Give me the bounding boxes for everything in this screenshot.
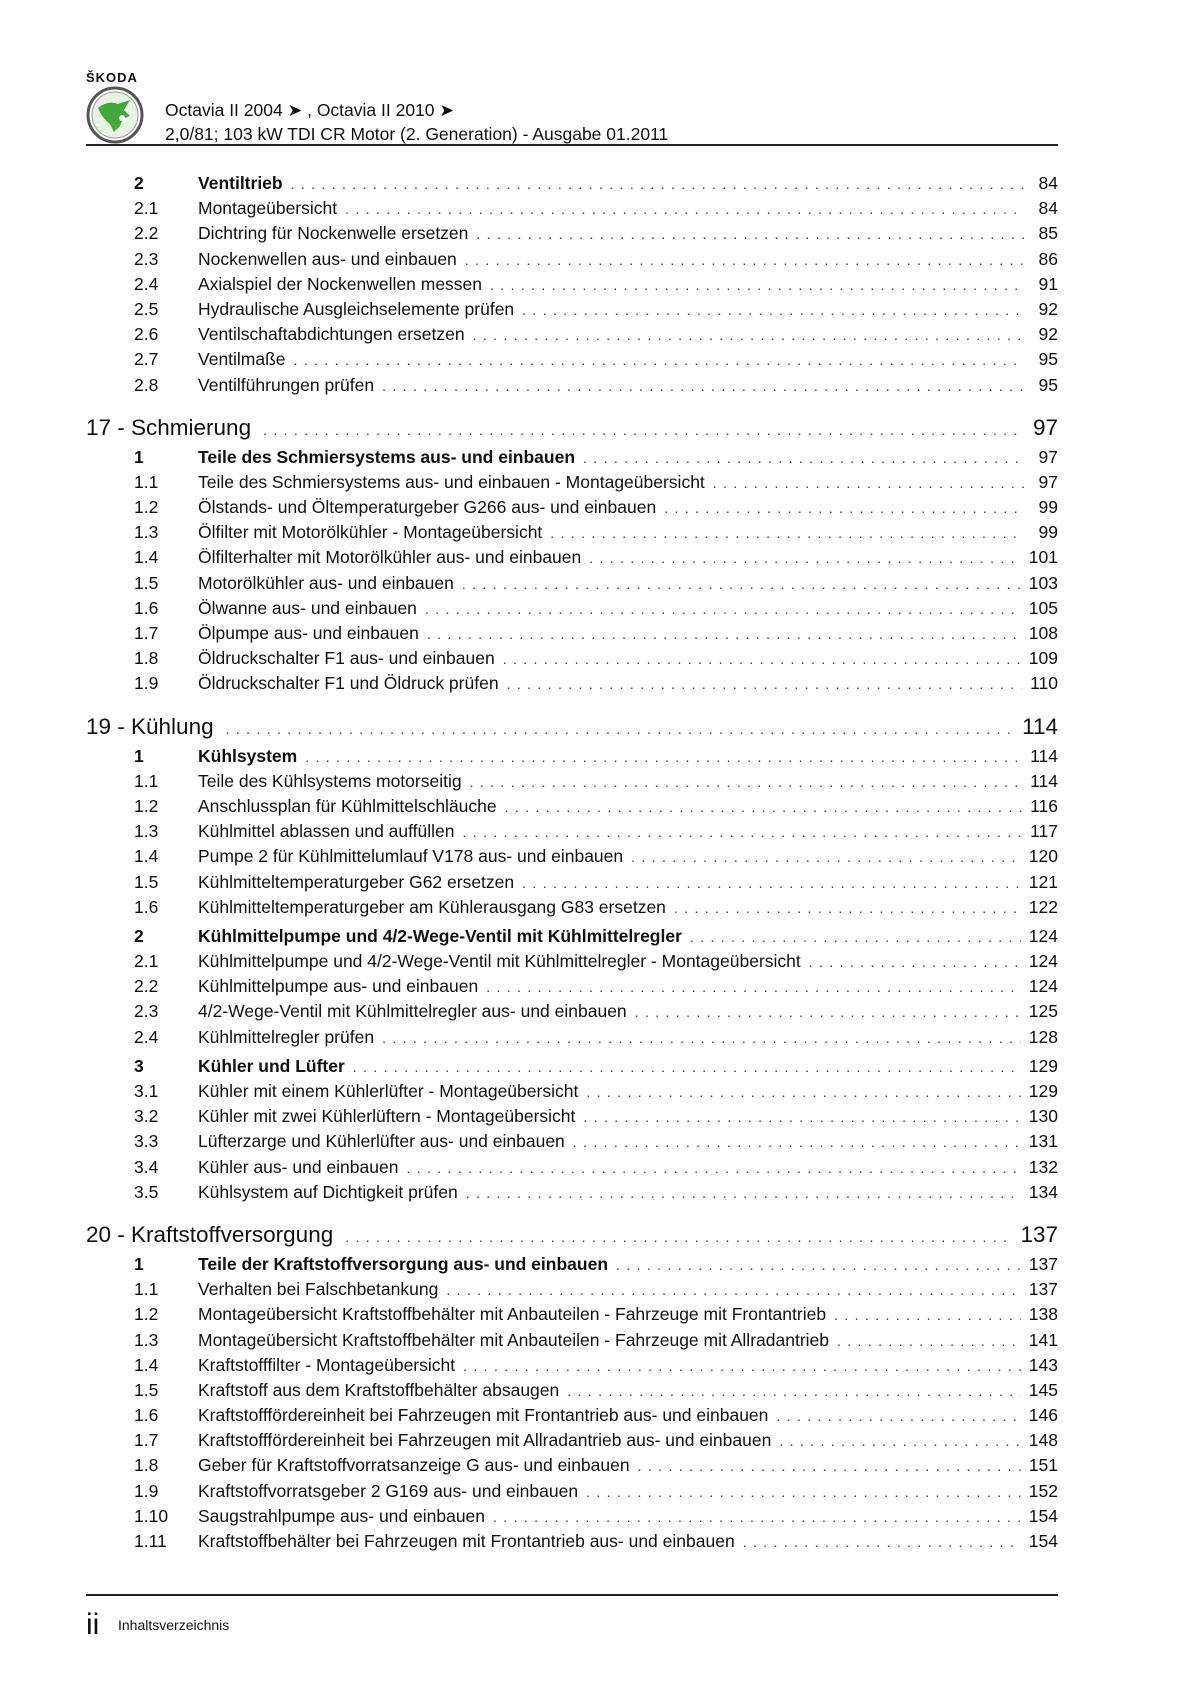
dot-leader bbox=[505, 799, 1022, 815]
entry-number: 1.7 bbox=[134, 1430, 159, 1451]
toc-entry[interactable] bbox=[86, 1027, 1058, 1052]
entry-page: 122 bbox=[1028, 896, 1058, 917]
toc-entry[interactable] bbox=[86, 926, 1058, 951]
entry-title: Ölfilter mit Motorölkühler - Montageübersicht bbox=[198, 522, 543, 543]
entry-title: Öldruckschalter F1 aus- und einbauen bbox=[198, 648, 495, 669]
entry-title: Ventilmaße bbox=[198, 349, 286, 370]
footer-label: Inhaltsverzeichnis bbox=[118, 1617, 230, 1633]
dot-leader bbox=[294, 352, 1024, 368]
dot-leader bbox=[713, 475, 1024, 491]
entry-number: 1.1 bbox=[134, 471, 159, 492]
entry-title: Teile des Schmiersystems aus- und einbauen - Montageübersicht bbox=[198, 471, 705, 492]
entry-page: 97 bbox=[1032, 414, 1058, 440]
entry-page: 128 bbox=[1028, 1026, 1058, 1047]
entry-number: 3.2 bbox=[134, 1106, 159, 1127]
entry-number: 1.9 bbox=[134, 1480, 159, 1501]
entry-number: 2.5 bbox=[134, 298, 159, 319]
entry-page: 137 bbox=[1028, 1279, 1058, 1300]
entry-title: Geber für Kraftstoffvorratsanzeige G aus- und einbauen bbox=[198, 1455, 630, 1476]
entry-title: Kühler aus- und einbauen bbox=[198, 1156, 399, 1177]
entry-title: Nockenwellen aus- und einbauen bbox=[198, 248, 457, 269]
dot-leader bbox=[406, 1160, 1020, 1176]
entry-page: 99 bbox=[1038, 522, 1058, 543]
toc-entry[interactable] bbox=[86, 1531, 1058, 1556]
entry-title: Kraftstofffördereinheit bei Fahrzeugen mit Frontantrieb aus- und einbauen bbox=[198, 1405, 769, 1426]
dot-leader bbox=[476, 226, 1024, 242]
toc-entry[interactable] bbox=[86, 349, 1058, 374]
toc-entry[interactable] bbox=[86, 1081, 1058, 1106]
toc-chapter[interactable] bbox=[86, 714, 1058, 746]
dot-leader bbox=[635, 1004, 1021, 1020]
entry-title: Kühler mit einem Kühlerlüfter - Montageübersicht bbox=[198, 1081, 579, 1101]
entry-page: 132 bbox=[1028, 1156, 1058, 1177]
dot-leader bbox=[573, 1134, 1021, 1150]
entry-title: Kühlmitteltemperaturgeber am Kühlerausgang G83 ersetzen bbox=[198, 896, 666, 917]
toc-entry[interactable] bbox=[86, 746, 1058, 771]
entry-number: 1.6 bbox=[134, 896, 159, 917]
dot-leader bbox=[427, 626, 1021, 642]
entry-number: 1.3 bbox=[134, 821, 159, 842]
toc-entry[interactable] bbox=[86, 1380, 1058, 1405]
dot-leader bbox=[466, 1185, 1021, 1201]
entry-title: Motorölkühler aus- und einbauen bbox=[198, 572, 454, 593]
entry-page: 114 bbox=[1030, 770, 1058, 791]
toc-entry[interactable] bbox=[86, 951, 1058, 976]
entry-title: Lüfterzarge und Kühlerlüfter aus- und einbauen bbox=[198, 1131, 565, 1152]
toc-entry[interactable] bbox=[86, 872, 1058, 897]
dot-leader bbox=[493, 1509, 1021, 1525]
entry-page: 141 bbox=[1028, 1329, 1058, 1350]
toc-entry[interactable] bbox=[86, 299, 1058, 324]
entry-title: Ventilführungen prüfen bbox=[198, 374, 375, 395]
entry-page: 154 bbox=[1028, 1531, 1058, 1551]
entry-page: 95 bbox=[1038, 349, 1058, 370]
entry-page: 109 bbox=[1028, 648, 1058, 669]
toc-entry[interactable] bbox=[86, 821, 1058, 846]
entry-page: 108 bbox=[1028, 623, 1058, 643]
entry-title: Montageübersicht Kraftstoffbehälter mit Anbauteilen - Fahrzeuge mit Allradantrieb bbox=[198, 1329, 829, 1350]
toc-entry[interactable] bbox=[86, 249, 1058, 274]
entry-number: 1.10 bbox=[134, 1505, 169, 1526]
entry-title: Teile des Schmiersystems aus- und einbauen bbox=[198, 446, 576, 467]
entry-page: 95 bbox=[1038, 374, 1058, 395]
entry-number: 3.1 bbox=[134, 1081, 159, 1101]
entry-number: 1.4 bbox=[134, 846, 159, 867]
entry-page: 103 bbox=[1028, 572, 1058, 593]
entry-title: Verhalten bei Falschbetankung bbox=[198, 1279, 439, 1300]
dot-leader bbox=[382, 1030, 1021, 1046]
toc-entry[interactable] bbox=[86, 1157, 1058, 1182]
toc-entry[interactable] bbox=[86, 1355, 1058, 1380]
toc-entry[interactable] bbox=[86, 1455, 1058, 1480]
dot-leader bbox=[674, 900, 1021, 916]
entry-title: Teile des Kühlsystems motorseitig bbox=[198, 770, 462, 791]
entry-page: 129 bbox=[1028, 1055, 1058, 1076]
entry-number: 1.4 bbox=[134, 547, 159, 568]
brand-wordmark: ŠKODA bbox=[86, 70, 138, 85]
dot-leader bbox=[837, 1333, 1021, 1349]
toc-entry[interactable] bbox=[86, 1182, 1058, 1207]
entry-title: Kraftstofffilter - Montageübersicht bbox=[198, 1354, 456, 1375]
header-engine: 2,0/81; 103 kW TDI CR Motor (2. Generation) - Ausgabe 01.2011 bbox=[165, 124, 669, 144]
dot-leader bbox=[486, 979, 1021, 995]
entry-title: Anschlussplan für Kühlmittelschläuche bbox=[198, 795, 497, 816]
entry-page: 137 bbox=[1028, 1253, 1058, 1274]
entry-title: Ölwanne aus- und einbauen bbox=[198, 597, 417, 618]
entry-number: 2.1 bbox=[134, 198, 159, 219]
entry-page: 137 bbox=[1020, 1221, 1058, 1247]
entry-title: Saugstrahlpumpe aus- und einbauen bbox=[198, 1505, 486, 1526]
dot-leader bbox=[291, 176, 1024, 192]
toc-entry[interactable] bbox=[86, 598, 1058, 623]
toc-entry[interactable] bbox=[86, 547, 1058, 572]
header-divider bbox=[86, 144, 1058, 146]
toc-chapter[interactable] bbox=[86, 415, 1058, 447]
dot-leader bbox=[690, 929, 1021, 945]
entry-title: Kühlmittelpumpe und 4/2-Wege-Ventil mit Kühlmittelregler bbox=[198, 925, 682, 946]
entry-number: 1.2 bbox=[134, 497, 159, 518]
entry-title: Kühlmittelpumpe und 4/2-Wege-Ventil mit Kühlmittelregler - Montageübersicht bbox=[198, 951, 801, 972]
dot-leader bbox=[503, 651, 1021, 667]
dot-leader bbox=[583, 450, 1024, 466]
entry-number: 1.8 bbox=[134, 1455, 159, 1476]
entry-page: 124 bbox=[1028, 976, 1058, 997]
toc-entry[interactable] bbox=[86, 796, 1058, 821]
entry-page: 92 bbox=[1038, 324, 1058, 345]
entry-page: 120 bbox=[1028, 846, 1058, 867]
entry-number: 3.4 bbox=[134, 1156, 159, 1177]
toc-entry[interactable] bbox=[86, 1279, 1058, 1304]
entry-page: 154 bbox=[1028, 1505, 1058, 1526]
toc-entry[interactable] bbox=[86, 1330, 1058, 1355]
entry-title: Kraftstoffvorratsgeber 2 G169 aus- und einbauen bbox=[198, 1480, 579, 1501]
entry-page: 114 bbox=[1030, 745, 1058, 766]
toc-entry[interactable] bbox=[86, 447, 1058, 472]
entry-number: 1.1 bbox=[134, 770, 159, 791]
toc-entry[interactable] bbox=[86, 1131, 1058, 1156]
entry-page: 84 bbox=[1038, 173, 1058, 193]
entry-title: Axialspiel der Nockenwellen messen bbox=[198, 273, 483, 294]
entry-number: 3.3 bbox=[134, 1131, 159, 1152]
dot-leader bbox=[462, 576, 1021, 592]
entry-page: 84 bbox=[1038, 198, 1058, 219]
entry-number: 1.5 bbox=[134, 871, 159, 892]
toc-entry[interactable] bbox=[86, 1506, 1058, 1531]
entry-page: 116 bbox=[1030, 795, 1058, 816]
entry-title: Kühler und Lüfter bbox=[198, 1055, 345, 1076]
entry-page: 148 bbox=[1028, 1430, 1058, 1451]
table-of-contents bbox=[86, 173, 1058, 1556]
entry-number: 2.7 bbox=[134, 349, 159, 370]
toc-entry[interactable] bbox=[86, 1481, 1058, 1506]
entry-number: 1 bbox=[134, 745, 144, 766]
toc-entry[interactable] bbox=[86, 497, 1058, 522]
entry-title: 4/2-Wege-Ventil mit Kühlmittelregler aus- und einbauen bbox=[198, 1001, 627, 1022]
dot-leader bbox=[586, 1484, 1021, 1500]
entry-page: 101 bbox=[1028, 547, 1058, 568]
entry-number: 1.7 bbox=[134, 623, 159, 643]
entry-number: 2.4 bbox=[134, 273, 159, 294]
dot-leader bbox=[507, 676, 1023, 692]
entry-number: 2.3 bbox=[134, 1001, 159, 1022]
dot-leader bbox=[382, 378, 1024, 394]
entry-title: Ventilschaftabdichtungen ersetzen bbox=[198, 324, 465, 345]
entry-title: Ölfilterhalter mit Motorölkühler aus- und einbauen bbox=[198, 547, 582, 568]
entry-title: Kraftstoff aus dem Kraftstoffbehälter absaugen bbox=[198, 1379, 560, 1400]
entry-page: 99 bbox=[1038, 497, 1058, 518]
entry-number: 1.6 bbox=[134, 597, 159, 618]
dot-leader bbox=[664, 500, 1024, 516]
entry-page: 131 bbox=[1028, 1131, 1058, 1152]
entry-title: Kühler mit zwei Kühlerlüftern - Montageübersicht bbox=[198, 1106, 576, 1127]
entry-number: 1 bbox=[134, 1253, 144, 1274]
dot-leader bbox=[463, 824, 1023, 840]
document-header bbox=[165, 98, 668, 146]
entry-title: Kühlmittel ablassen und auffüllen bbox=[198, 821, 455, 842]
toc-entry[interactable] bbox=[86, 522, 1058, 547]
toc-entry[interactable] bbox=[86, 173, 1058, 198]
dot-leader bbox=[446, 1282, 1020, 1298]
entry-title: Ventiltrieb bbox=[198, 173, 283, 193]
entry-page: 151 bbox=[1028, 1455, 1058, 1476]
entry-number: 3.5 bbox=[134, 1181, 159, 1202]
entry-number: 1.3 bbox=[134, 522, 159, 543]
toc-entry[interactable] bbox=[86, 1106, 1058, 1131]
toc-entry[interactable] bbox=[86, 846, 1058, 871]
entry-number: 1.2 bbox=[134, 1304, 159, 1325]
entry-title: Montageübersicht bbox=[198, 198, 338, 219]
dot-leader bbox=[226, 721, 1015, 737]
entry-title: Dichtring für Nockenwelle ersetzen bbox=[198, 223, 469, 244]
entry-page: 110 bbox=[1030, 673, 1058, 694]
entry-number: 1.11 bbox=[134, 1531, 167, 1551]
entry-number: 1.9 bbox=[134, 673, 159, 694]
entry-number: 3 bbox=[134, 1055, 144, 1076]
toc-entry[interactable] bbox=[86, 198, 1058, 223]
entry-number: 1.2 bbox=[134, 795, 159, 816]
entry-number: 1.4 bbox=[134, 1354, 159, 1375]
entry-page: 85 bbox=[1038, 223, 1058, 244]
dot-leader bbox=[743, 1534, 1021, 1550]
skoda-logo-icon bbox=[86, 86, 144, 144]
entry-number: 2.3 bbox=[134, 248, 159, 269]
entry-number: 2.8 bbox=[134, 374, 159, 395]
entry-number: 2.1 bbox=[134, 951, 159, 972]
entry-title: Kühlmitteltemperaturgeber G62 ersetzen bbox=[198, 871, 515, 892]
footer-divider bbox=[86, 1594, 1058, 1596]
toc-entry[interactable] bbox=[86, 1056, 1058, 1081]
toc-entry[interactable] bbox=[86, 1405, 1058, 1430]
entry-page: 130 bbox=[1028, 1106, 1058, 1127]
dot-leader bbox=[583, 1109, 1020, 1125]
entry-number: 2 bbox=[134, 925, 144, 946]
entry-page: 114 bbox=[1022, 713, 1058, 739]
entry-number: 2 bbox=[134, 173, 144, 193]
dot-leader bbox=[522, 875, 1021, 891]
entry-page: 97 bbox=[1038, 471, 1058, 492]
toc-entry[interactable] bbox=[86, 1001, 1058, 1026]
toc-chapter[interactable] bbox=[86, 1222, 1058, 1254]
page-number: ii bbox=[86, 1608, 100, 1641]
entry-number: 1 bbox=[134, 446, 144, 467]
dot-leader bbox=[345, 201, 1024, 217]
entry-page: 138 bbox=[1028, 1304, 1058, 1325]
entry-title: Montageübersicht Kraftstoffbehälter mit Anbauteilen - Fahrzeuge mit Frontantrieb bbox=[198, 1304, 827, 1325]
entry-page: 152 bbox=[1028, 1480, 1058, 1501]
toc-entry[interactable] bbox=[86, 324, 1058, 349]
entry-title: Kühlsystem bbox=[198, 745, 298, 766]
dot-leader bbox=[776, 1408, 1020, 1424]
entry-page: 117 bbox=[1030, 821, 1058, 842]
entry-title: Kühlmittelpumpe aus- und einbauen bbox=[198, 976, 479, 997]
entry-title: Pumpe 2 für Kühlmittelumlauf V178 aus- und einbauen bbox=[198, 846, 624, 867]
entry-number: 1.5 bbox=[134, 1379, 159, 1400]
entry-page: 92 bbox=[1038, 298, 1058, 319]
toc-entry[interactable] bbox=[86, 623, 1058, 648]
entry-page: 124 bbox=[1028, 951, 1058, 972]
entry-number: 2.2 bbox=[134, 223, 159, 244]
dot-leader bbox=[263, 422, 1024, 438]
dot-leader bbox=[586, 1084, 1020, 1100]
toc-entry[interactable] bbox=[86, 375, 1058, 400]
entry-number: 2.6 bbox=[134, 324, 159, 345]
toc-entry[interactable] bbox=[86, 223, 1058, 248]
dot-leader bbox=[589, 550, 1021, 566]
header-models: Octavia II 2004 ➤ , Octavia II 2010 ➤ bbox=[165, 100, 455, 120]
toc-entry[interactable] bbox=[86, 472, 1058, 497]
toc-entry[interactable] bbox=[86, 673, 1058, 698]
entry-title: Teile der Kraftstoffversorgung aus- und einbauen bbox=[198, 1253, 609, 1274]
dot-leader bbox=[465, 252, 1024, 268]
entry-page: 146 bbox=[1028, 1405, 1058, 1426]
dot-leader bbox=[353, 1059, 1021, 1075]
toc-entry[interactable] bbox=[86, 1254, 1058, 1279]
entry-page: 129 bbox=[1028, 1081, 1058, 1101]
entry-page: 145 bbox=[1028, 1379, 1058, 1400]
dot-leader bbox=[616, 1257, 1021, 1273]
entry-title: Kühlsystem auf Dichtigkeit prüfen bbox=[198, 1181, 458, 1202]
entry-number: 1.6 bbox=[134, 1405, 159, 1426]
entry-title: 20 - Kraftstoffversorgung bbox=[86, 1221, 334, 1247]
toc-entry[interactable] bbox=[86, 1304, 1058, 1329]
dot-leader bbox=[305, 749, 1022, 765]
toc-entry[interactable] bbox=[86, 976, 1058, 1001]
dot-leader bbox=[345, 1229, 1012, 1245]
dot-leader bbox=[779, 1433, 1020, 1449]
dot-leader bbox=[463, 1358, 1021, 1374]
dot-leader bbox=[809, 954, 1021, 970]
entry-title: Ölpumpe aus- und einbauen bbox=[198, 623, 419, 643]
entry-page: 121 bbox=[1028, 871, 1058, 892]
entry-page: 125 bbox=[1028, 1001, 1058, 1022]
dot-leader bbox=[834, 1307, 1021, 1323]
entry-number: 2.2 bbox=[134, 976, 159, 997]
entry-title: 17 - Schmierung bbox=[86, 414, 252, 440]
entry-number: 1.5 bbox=[134, 572, 159, 593]
toc-entry[interactable] bbox=[86, 897, 1058, 922]
dot-leader bbox=[567, 1383, 1021, 1399]
dot-leader bbox=[490, 277, 1024, 293]
entry-title: Öldruckschalter F1 und Öldruck prüfen bbox=[198, 673, 499, 694]
entry-number: 2.4 bbox=[134, 1026, 159, 1047]
entry-page: 97 bbox=[1038, 446, 1058, 467]
entry-page: 105 bbox=[1028, 597, 1058, 618]
entry-title: Hydraulische Ausgleichselemente prüfen bbox=[198, 298, 515, 319]
dot-leader bbox=[425, 601, 1021, 617]
toc-entry[interactable] bbox=[86, 648, 1058, 673]
entry-title: Kraftstofffördereinheit bei Fahrzeugen mit Allradantrieb aus- und einbauen bbox=[198, 1430, 772, 1451]
toc-entry[interactable] bbox=[86, 573, 1058, 598]
entry-number: 1.8 bbox=[134, 648, 159, 669]
dot-leader bbox=[638, 1458, 1021, 1474]
dot-leader bbox=[550, 525, 1024, 541]
dot-leader bbox=[473, 327, 1024, 343]
dot-leader bbox=[470, 774, 1023, 790]
entry-page: 91 bbox=[1038, 273, 1058, 294]
entry-title: Kraftstoffbehälter bei Fahrzeugen mit Frontantrieb aus- und einbauen bbox=[198, 1531, 735, 1551]
entry-page: 143 bbox=[1028, 1354, 1058, 1375]
entry-title: Kühlmittelregler prüfen bbox=[198, 1026, 375, 1047]
dot-leader bbox=[522, 302, 1024, 318]
entry-title: Ölstands- und Öltemperaturgeber G266 aus- und einbauen bbox=[198, 497, 657, 518]
entry-page: 134 bbox=[1028, 1181, 1058, 1202]
dot-leader bbox=[631, 849, 1021, 865]
toc-entry[interactable] bbox=[86, 274, 1058, 299]
entry-number: 1.3 bbox=[134, 1329, 159, 1350]
toc-entry[interactable] bbox=[86, 771, 1058, 796]
entry-title: 19 - Kühlung bbox=[86, 713, 214, 739]
entry-number: 1.1 bbox=[134, 1279, 159, 1300]
entry-page: 86 bbox=[1038, 248, 1058, 269]
toc-entry[interactable] bbox=[86, 1430, 1058, 1455]
entry-page: 124 bbox=[1028, 925, 1058, 946]
